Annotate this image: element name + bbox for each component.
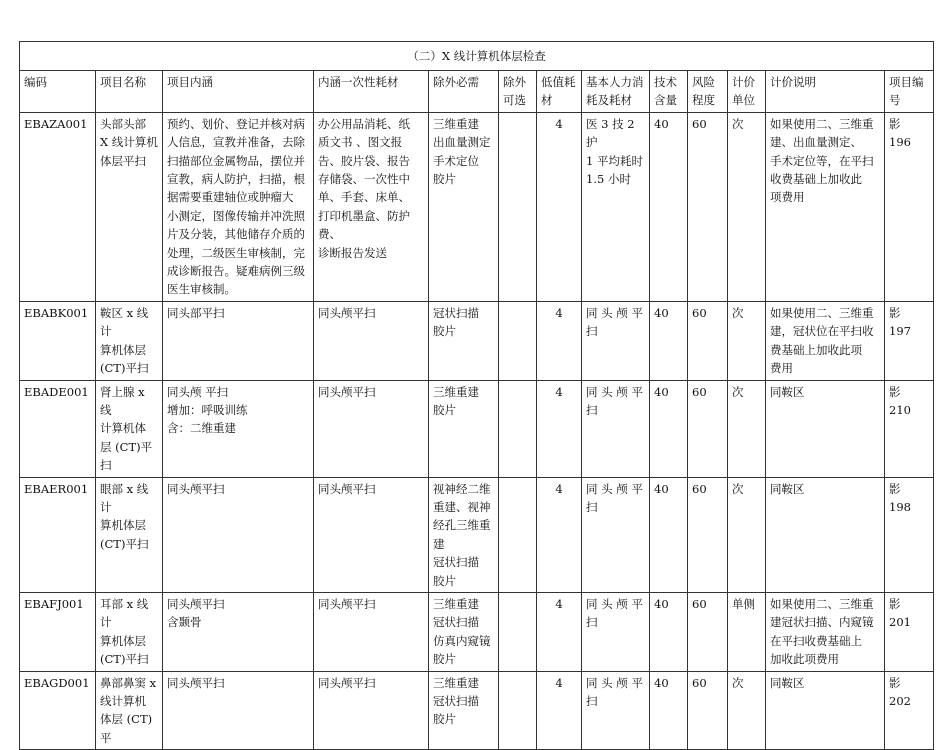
cell-excl-optional	[499, 592, 537, 671]
header-consumables: 内涵一次性耗材	[314, 71, 429, 113]
cell-consumables	[314, 112, 429, 301]
cell-low-value: 4	[537, 301, 582, 380]
cell-labor	[582, 671, 650, 750]
cell-excl-required-line: 三维重建	[433, 116, 479, 131]
header-low-value: 低值耗材	[537, 71, 582, 113]
cell-excl-required-line: 胶片	[433, 172, 456, 187]
cell-code: EBAFJ001	[20, 592, 96, 671]
cell-labor-line: 同 头 颅 平	[586, 481, 643, 496]
cell-name-line: 鞍区 x 线计	[100, 305, 149, 339]
cell-excl-optional	[499, 112, 537, 301]
header-tech: 技术含量	[650, 71, 688, 113]
cell-labor-line: 同 头 颅 平	[586, 596, 643, 611]
cell-excl-required	[429, 477, 499, 592]
table-row	[20, 380, 934, 477]
header-code: 编码	[20, 71, 96, 113]
cell-excl-required-line: 仿真内窥镜	[433, 633, 491, 648]
cell-name-line: 算机体层	[100, 342, 146, 357]
header-risk: 风险程度	[688, 71, 728, 113]
cell-note-line: 项费用	[770, 190, 805, 205]
header-unit: 计价单位	[728, 71, 766, 113]
cell-tech: 40	[650, 112, 688, 301]
cell-name	[96, 301, 163, 380]
cell-consumables-line: 同头颅平扫	[318, 596, 376, 611]
cell-excl-required	[429, 112, 499, 301]
cell-content-line: 片及分装，其他储存介质的	[167, 227, 305, 242]
cell-excl-optional	[499, 477, 537, 592]
cell-consumables-line: 办公用品消耗、纸	[318, 116, 410, 131]
cell-note-line: 如果使用二、三维重	[770, 596, 874, 611]
cell-labor-line: 同 头 颅 平	[586, 305, 643, 320]
cell-labor-line: 扫	[586, 324, 598, 339]
cell-excl-required-line: 手术定位	[433, 153, 479, 168]
cell-unit: 次	[728, 477, 766, 592]
cell-low-value: 4	[537, 477, 582, 592]
cell-note-line: 收费基础上加收此	[770, 172, 862, 187]
cell-excl-required	[429, 592, 499, 671]
cell-labor-line: 同 头 颅 平	[586, 384, 643, 399]
cell-name-line: 眼部 x 线计	[100, 481, 149, 514]
cell-excl-required	[429, 380, 499, 477]
cell-note-line: 建冠状扫描、内窥镜	[770, 615, 874, 630]
header-excl-required: 除外必需	[429, 71, 499, 113]
cell-content-line: 同头颅平扫	[167, 481, 225, 496]
cell-ref	[885, 301, 934, 380]
cell-risk: 60	[688, 380, 728, 477]
cell-excl-required-line: 胶片	[433, 573, 456, 588]
cell-excl-required	[429, 301, 499, 380]
cell-excl-required-line: 三维重建	[433, 675, 479, 690]
cell-note-line: 同鞍区	[770, 481, 805, 496]
cell-code: EBADE001	[20, 380, 96, 477]
cell-name-line: 鼻部鼻窦 x	[100, 675, 157, 690]
cell-consumables-line: 诊断报告发送	[318, 245, 387, 260]
cell-name-line: X 线计算机	[100, 135, 158, 150]
cell-code: EBAER001	[20, 477, 96, 592]
cell-name-line: 耳部 x 线计	[100, 596, 149, 630]
cell-name-line: 层 (CT)平	[100, 439, 153, 454]
cell-labor-line: 扫	[586, 615, 598, 630]
cell-code: EBAZA001	[20, 112, 96, 301]
cell-excl-optional	[499, 380, 537, 477]
cell-tech: 40	[650, 592, 688, 671]
cell-consumables	[314, 301, 429, 380]
cell-name-line: 头部头部	[100, 116, 146, 131]
header-content: 项目内涵	[163, 71, 314, 113]
cell-labor-line: 同 头 颅 平	[586, 675, 643, 690]
table-row	[20, 301, 934, 380]
cell-consumables	[314, 671, 429, 750]
cell-excl-required-line: 胶片	[433, 402, 456, 417]
cell-labor	[582, 477, 650, 592]
cell-content-line: 小测定，图像传输并冲洗照	[167, 208, 305, 223]
cell-note	[766, 112, 885, 301]
cell-note-line: 如果使用二、三维重	[770, 305, 874, 320]
cell-consumables-line: 同头颅平扫	[318, 384, 376, 399]
cell-name-line: 体层 (CT)平	[100, 712, 153, 745]
cell-tech: 40	[650, 477, 688, 592]
cell-unit: 次	[728, 301, 766, 380]
cell-ref-line: 197	[889, 324, 911, 339]
cell-consumables-line: 同头颅平扫	[318, 675, 376, 690]
cell-ref-line: 198	[889, 499, 911, 514]
cell-content-line: 增加：呼吸训练	[167, 402, 248, 417]
cell-content-line: 据需要重建轴位或肿瘤大	[167, 190, 294, 205]
table-row	[20, 477, 934, 592]
cell-name-line: 线计算机	[100, 694, 146, 708]
cell-content	[163, 301, 314, 380]
cell-name-line: 算机体层	[100, 518, 146, 533]
cell-note	[766, 477, 885, 592]
cell-low-value: 4	[537, 671, 582, 750]
cell-name-line: 算机体层	[100, 633, 146, 648]
cell-note	[766, 671, 885, 750]
cell-name-line: 扫	[100, 458, 112, 473]
cell-content	[163, 592, 314, 671]
cell-labor-line: 医 3 技 2 护	[586, 116, 635, 150]
cell-consumables-line: 单、手套、床单、	[318, 190, 410, 205]
cell-tech: 40	[650, 671, 688, 750]
header-note: 计价说明	[766, 71, 885, 113]
cell-note-line: 同鞍区	[770, 384, 805, 399]
cell-tech: 40	[650, 380, 688, 477]
cell-consumables	[314, 592, 429, 671]
cell-note	[766, 592, 885, 671]
cell-risk: 60	[688, 477, 728, 592]
cell-excl-required-line: 胶片	[433, 324, 456, 339]
cell-note-line: 如果使用二、三维重	[770, 116, 874, 131]
cell-excl-required	[429, 671, 499, 750]
cell-excl-required-line: 冠状扫描	[433, 555, 479, 570]
cell-consumables	[314, 380, 429, 477]
cell-excl-required-line: 视神经二维	[433, 481, 491, 496]
cell-note-line: 费用	[770, 361, 793, 376]
cell-content-line: 医生审核制。	[167, 282, 236, 297]
cell-low-value: 4	[537, 380, 582, 477]
cell-name	[96, 671, 163, 750]
cell-labor-line: 扫	[586, 402, 598, 417]
cell-content-line: 扫描部位金属物品，摆位并	[167, 153, 305, 168]
cell-content-line: 预约、划价、登记并核对病	[167, 116, 305, 131]
cell-note	[766, 380, 885, 477]
cell-ref-line: 影	[889, 305, 901, 320]
cell-labor	[582, 301, 650, 380]
cell-unit: 单侧	[728, 592, 766, 671]
cell-ref	[885, 671, 934, 750]
cell-ref-line: 影	[889, 675, 901, 690]
cell-excl-optional	[499, 301, 537, 380]
cell-note-line: 建、出血量测定、	[770, 135, 862, 150]
table-row	[20, 592, 934, 671]
cell-unit: 次	[728, 671, 766, 750]
cell-risk: 60	[688, 301, 728, 380]
cell-excl-required-line: 三维重建	[433, 596, 479, 611]
cell-name-line: (CT)平扫	[100, 361, 149, 376]
cell-name-line: 体层平扫	[100, 153, 146, 168]
cell-note-line: 同鞍区	[770, 675, 805, 690]
cell-content-line: 同头颅平扫	[167, 675, 225, 690]
cell-consumables-line: 告、胶片袋、报告	[318, 153, 410, 168]
cell-excl-required-line: 冠状扫描	[433, 615, 479, 630]
cell-labor	[582, 592, 650, 671]
ct-pricing-table	[19, 41, 934, 750]
table-title: （二）X 线计算机体层检查	[20, 42, 934, 71]
cell-name-line: (CT)平扫	[100, 536, 149, 551]
cell-ref-line: 196	[889, 135, 911, 150]
header-name: 项目名称	[96, 71, 163, 113]
cell-consumables-line: 打印机墨盒、防护	[318, 208, 410, 223]
cell-content-line: 宣教，病人防护，扫描，根	[167, 172, 305, 187]
cell-excl-required-line: 冠状扫描	[433, 694, 479, 708]
cell-name	[96, 112, 163, 301]
cell-ref-line: 202	[889, 694, 911, 708]
cell-content	[163, 671, 314, 750]
cell-labor-line: 1.5 小时	[586, 172, 631, 187]
cell-note-line: 加收此项费用	[770, 652, 839, 667]
cell-excl-required-line: 经孔三维重	[433, 518, 491, 533]
cell-ref	[885, 112, 934, 301]
cell-unit: 次	[728, 112, 766, 301]
cell-content-line: 含颞骨	[167, 615, 202, 630]
cell-labor	[582, 112, 650, 301]
cell-note	[766, 301, 885, 380]
cell-name-line: (CT)平扫	[100, 652, 149, 667]
cell-content-line: 人信息，宣教并准备，去除	[167, 135, 305, 150]
cell-ref-line: 影	[889, 116, 901, 131]
cell-name-line: 计算机体	[100, 421, 146, 436]
cell-content-line: 同头部平扫	[167, 305, 225, 320]
cell-excl-required-line: 重建、视神	[433, 499, 491, 514]
cell-excl-required-line: 冠状扫描	[433, 305, 479, 320]
cell-note-line: 在平扫收费基础上	[770, 633, 862, 648]
cell-consumables-line: 同头颅平扫	[318, 305, 376, 320]
cell-content-line: 含：二维重建	[167, 421, 236, 436]
cell-name	[96, 477, 163, 592]
cell-risk: 60	[688, 112, 728, 301]
cell-code: EBABK001	[20, 301, 96, 380]
cell-risk: 60	[688, 671, 728, 750]
cell-ref-line: 影	[889, 596, 901, 611]
table-row	[20, 112, 934, 301]
cell-name	[96, 380, 163, 477]
cell-excl-required-line: 胶片	[433, 712, 456, 727]
cell-consumables-line: 质文书 、图文报	[318, 135, 403, 150]
cell-note-line: 建，冠状位在平扫收	[770, 324, 874, 339]
cell-tech: 40	[650, 301, 688, 380]
cell-risk: 60	[688, 592, 728, 671]
cell-content	[163, 477, 314, 592]
cell-code: EBAGD001	[20, 671, 96, 750]
cell-ref	[885, 592, 934, 671]
cell-ref	[885, 477, 934, 592]
cell-consumables-line: 同头颅平扫	[318, 481, 376, 496]
cell-consumables-line: 存储袋、一次性中	[318, 172, 410, 187]
cell-note-line: 费基础上加收此项	[770, 342, 862, 357]
cell-name	[96, 592, 163, 671]
cell-low-value: 4	[537, 592, 582, 671]
cell-name-line: 肾上腺 x 线	[100, 384, 145, 417]
header-row	[20, 71, 934, 113]
cell-note-line: 手术定位等，在平扫	[770, 153, 874, 168]
table-row	[20, 671, 934, 750]
cell-ref-line: 影	[889, 481, 901, 496]
cell-excl-optional	[499, 671, 537, 750]
cell-ref-line: 201	[889, 615, 911, 630]
header-excl-optional: 除外可选	[499, 71, 537, 113]
cell-ref-line: 影	[889, 384, 901, 399]
cell-content-line: 成诊断报告。疑难病例三级	[167, 264, 305, 279]
cell-consumables-line: 费、	[318, 227, 341, 242]
cell-ref-line: 210	[889, 402, 911, 417]
cell-labor	[582, 380, 650, 477]
cell-consumables	[314, 477, 429, 592]
cell-content-line: 同头颅平扫	[167, 596, 225, 611]
cell-excl-required-line: 出血量测定	[433, 135, 491, 150]
cell-labor-line: 1 平均耗时	[586, 153, 643, 168]
cell-labor-line: 扫	[586, 694, 598, 708]
cell-content-line: 同头颅 平扫	[167, 384, 229, 399]
cell-ref	[885, 380, 934, 477]
cell-unit: 次	[728, 380, 766, 477]
cell-low-value: 4	[537, 112, 582, 301]
cell-excl-required-line: 建	[433, 536, 445, 551]
cell-excl-required-line: 三维重建	[433, 384, 479, 399]
cell-content-line: 处理，二级医生审核制，完	[167, 245, 305, 260]
cell-labor-line: 扫	[586, 499, 598, 514]
header-labor: 基本人力消耗及耗材	[582, 71, 650, 113]
cell-content	[163, 380, 314, 477]
cell-excl-required-line: 胶片	[433, 652, 456, 667]
cell-content	[163, 112, 314, 301]
header-ref: 项目编号	[885, 71, 934, 113]
